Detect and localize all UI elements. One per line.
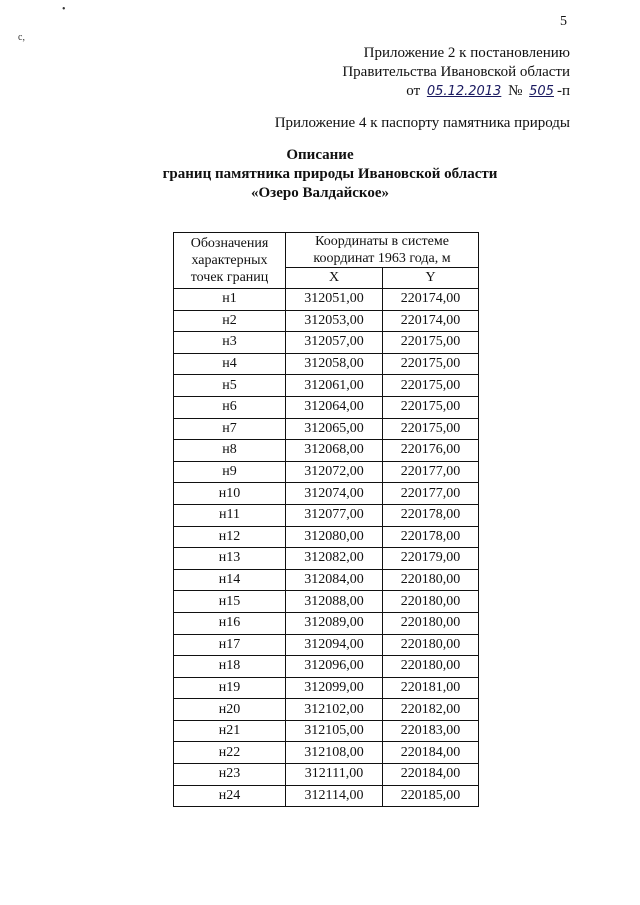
number-suffix: -п [556,83,570,99]
table-row [174,612,479,634]
table-row [174,353,479,375]
y-coordinate-cell: 220180,00 [383,634,479,656]
table-row [174,634,479,656]
point-cell: н19 [174,677,286,699]
point-cell: н1 [174,289,286,311]
x-coordinate-cell: 312094,00 [286,634,383,656]
number-label: № [508,83,523,99]
y-coordinate-cell: 220184,00 [383,764,479,786]
scan-mark: • [62,4,66,15]
handwritten-date: 05.12.2013 [426,84,502,99]
x-coordinate-cell: 312065,00 [286,418,383,440]
point-cell: н14 [174,569,286,591]
point-cell: н6 [174,396,286,418]
y-coordinate-cell: 220185,00 [383,785,479,807]
table-row [174,504,479,526]
point-cell: н4 [174,353,286,375]
title-line-2: границ памятника природы Ивановской области [162,166,498,182]
x-coordinate-cell: 312064,00 [286,396,383,418]
table-row [174,656,479,678]
y-coordinate-cell: 220178,00 [383,504,479,526]
point-cell: н20 [174,699,286,721]
coordinates-group-header: Координаты в системе координат 1963 года, м [286,233,479,268]
y-coordinate-cell: 220175,00 [383,375,479,397]
y-coordinate-cell: 220183,00 [383,720,479,742]
coordinates-table [173,232,479,807]
point-cell: н15 [174,591,286,613]
x-coordinate-cell: 312053,00 [286,310,383,332]
y-coordinate-cell: 220176,00 [383,440,479,462]
point-cell: н24 [174,785,286,807]
x-coordinate-cell: 312108,00 [286,742,383,764]
y-column-header: Y [383,268,479,289]
point-cell: н21 [174,720,286,742]
point-cell: н5 [174,375,286,397]
appendix-line-1: Приложение 2 к постановлению [363,45,570,61]
y-coordinate-cell: 220178,00 [383,526,479,548]
y-coordinate-cell: 220175,00 [383,396,479,418]
table-row [174,720,479,742]
table-row [174,742,479,764]
y-coordinate-cell: 220181,00 [383,677,479,699]
y-coordinate-cell: 220175,00 [383,418,479,440]
point-cell: н12 [174,526,286,548]
x-coordinate-cell: 312105,00 [286,720,383,742]
x-coordinate-cell: 312068,00 [286,440,383,462]
y-coordinate-cell: 220180,00 [383,569,479,591]
x-coordinate-cell: 312080,00 [286,526,383,548]
table-row [174,289,479,311]
point-cell: н2 [174,310,286,332]
x-coordinate-cell: 312114,00 [286,785,383,807]
y-coordinate-cell: 220180,00 [383,612,479,634]
scan-mark: c, [18,32,25,43]
point-cell: н22 [174,742,286,764]
x-coordinate-cell: 312051,00 [286,289,383,311]
point-cell: н10 [174,483,286,505]
x-coordinate-cell: 312111,00 [286,764,383,786]
table-row [174,526,479,548]
y-coordinate-cell: 220179,00 [383,548,479,570]
point-cell: н17 [174,634,286,656]
y-coordinate-cell: 220175,00 [383,332,479,354]
table-row [174,310,479,332]
table-row [174,677,479,699]
table-row [174,764,479,786]
title-line-3: «Озеро Валдайское» [251,185,389,201]
x-coordinate-cell: 312089,00 [286,612,383,634]
handwritten-number: 505 [529,84,554,99]
appendix-line-4: Приложение 4 к паспорту памятника природы [274,115,570,131]
y-coordinate-cell: 220184,00 [383,742,479,764]
x-coordinate-cell: 312074,00 [286,483,383,505]
x-coordinate-cell: 312102,00 [286,699,383,721]
y-coordinate-cell: 220174,00 [383,289,479,311]
y-coordinate-cell: 220180,00 [383,656,479,678]
page-number: 5 [560,14,567,29]
x-coordinate-cell: 312082,00 [286,548,383,570]
from-label: от [406,83,421,99]
point-cell: н9 [174,461,286,483]
x-coordinate-cell: 312077,00 [286,504,383,526]
y-coordinate-cell: 220175,00 [383,353,479,375]
x-coordinate-cell: 312072,00 [286,461,383,483]
point-cell: н16 [174,612,286,634]
x-coordinate-cell: 312099,00 [286,677,383,699]
point-cell: н11 [174,504,286,526]
table-row [174,418,479,440]
point-cell: н23 [174,764,286,786]
table-row [174,396,479,418]
table-row [174,591,479,613]
y-coordinate-cell: 220180,00 [383,591,479,613]
table-row [174,483,479,505]
appendix-date-number-line [406,82,570,101]
table-row [174,375,479,397]
x-coordinate-cell: 312061,00 [286,375,383,397]
table-row [174,332,479,354]
x-coordinate-cell: 312088,00 [286,591,383,613]
document-title [0,146,640,203]
table-row [174,699,479,721]
table-row [174,461,479,483]
point-cell: н8 [174,440,286,462]
table-row [174,569,479,591]
y-coordinate-cell: 220177,00 [383,483,479,505]
x-coordinate-cell: 312084,00 [286,569,383,591]
x-column-header: X [286,268,383,289]
point-cell: н3 [174,332,286,354]
table-row [174,440,479,462]
x-coordinate-cell: 312058,00 [286,353,383,375]
y-coordinate-cell: 220182,00 [383,699,479,721]
title-line-1: Описание [286,147,354,163]
point-cell: н7 [174,418,286,440]
table-row [174,548,479,570]
points-column-header: Обозначения характерных точек границ [174,233,286,289]
point-cell: н18 [174,656,286,678]
y-coordinate-cell: 220177,00 [383,461,479,483]
y-coordinate-cell: 220174,00 [383,310,479,332]
table-row [174,785,479,807]
x-coordinate-cell: 312096,00 [286,656,383,678]
x-coordinate-cell: 312057,00 [286,332,383,354]
appendix-line-2: Правительства Ивановской области [342,64,570,80]
point-cell: н13 [174,548,286,570]
